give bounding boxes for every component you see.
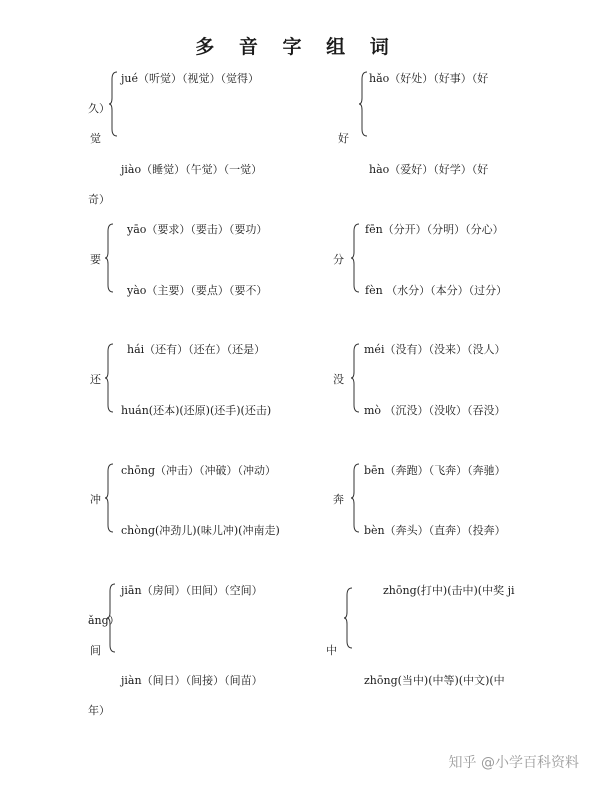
huan-line-1: hái（还有）（还在）（还是） — [127, 343, 266, 356]
huan-line-2: huán(还本)(还原)(还手)(还击) — [121, 404, 272, 417]
jian-line-1-wrap: ǎng） — [88, 614, 120, 627]
zhong-line-2-wrap: 年） — [88, 704, 110, 717]
yao-line-2: yào（主要）（要点）（要不） — [127, 284, 268, 297]
jue-character: 觉 — [90, 132, 101, 145]
hao-brace-icon — [358, 71, 368, 137]
mei-line-1: méi（没有）（没来）（没人） — [364, 343, 506, 356]
zhihu-watermark: 知乎 @小学百科资料 — [448, 755, 579, 771]
jue-line-1-wrap: 久） — [88, 102, 110, 115]
jue-brace-icon — [108, 71, 118, 137]
ben-character: 奔 — [333, 493, 344, 506]
zhong-line-1: zhōng(打中)(击中)(中奖 ji — [383, 584, 515, 597]
fen-character: 分 — [333, 253, 344, 266]
hao-character: 好 — [338, 132, 349, 145]
mei-brace-icon — [350, 343, 360, 413]
jian-line-2: jiàn（间日）（间接）（间苗） — [121, 674, 263, 687]
fen-line-2: fèn （水分）（本分）（过分） — [365, 284, 508, 297]
ben-line-2: bèn（奔头）（直奔）（投奔） — [364, 524, 506, 537]
huan-character: 还 — [90, 373, 101, 386]
jue-line-1: jué（听觉）（视觉）（觉得） — [121, 72, 260, 85]
hao-line-2: hào（爱好）（好学）（好 — [369, 163, 489, 176]
mei-line-2: mò （沉没）（没收）（吞没） — [364, 404, 506, 417]
zhong-line-2: zhōng(当中)(中等)(中文)(中 — [364, 674, 505, 687]
fen-line-1: fēn（分开）（分明）（分心） — [365, 223, 504, 236]
chong-character: 冲 — [90, 493, 101, 506]
jian-line-1: jiān（房间）（田间）（空间） — [121, 584, 263, 597]
huan-brace-icon — [104, 343, 114, 413]
hao-line-1: hǎo（好处）（好事）（好 — [369, 72, 489, 85]
ben-brace-icon — [350, 463, 360, 533]
jue-line-2: jiào（睡觉）（午觉）（一觉） — [121, 163, 263, 176]
chong-line-1: chōng（冲击）（冲破）（冲动） — [121, 464, 276, 477]
hao-line-2-wrap: 奇） — [88, 193, 110, 206]
page-title: 多 音 字 组 词 — [195, 36, 398, 58]
mei-character: 没 — [333, 373, 344, 386]
chong-brace-icon — [104, 463, 114, 533]
jian-character: 间 — [90, 644, 101, 657]
jian-brace-icon — [106, 583, 116, 653]
ben-line-1: bēn（奔跑）（飞奔）（奔驰） — [364, 464, 506, 477]
fen-brace-icon — [350, 223, 360, 293]
yao-character: 要 — [90, 253, 101, 266]
chong-line-2: chòng(冲劲儿)(味儿冲)(冲南走) — [121, 524, 280, 537]
yao-line-1: yāo（要求）（要击）（要功） — [127, 223, 268, 236]
zhong-character: 中 — [326, 644, 337, 657]
zhong-brace-icon — [343, 587, 353, 649]
yao-brace-icon — [104, 223, 114, 293]
